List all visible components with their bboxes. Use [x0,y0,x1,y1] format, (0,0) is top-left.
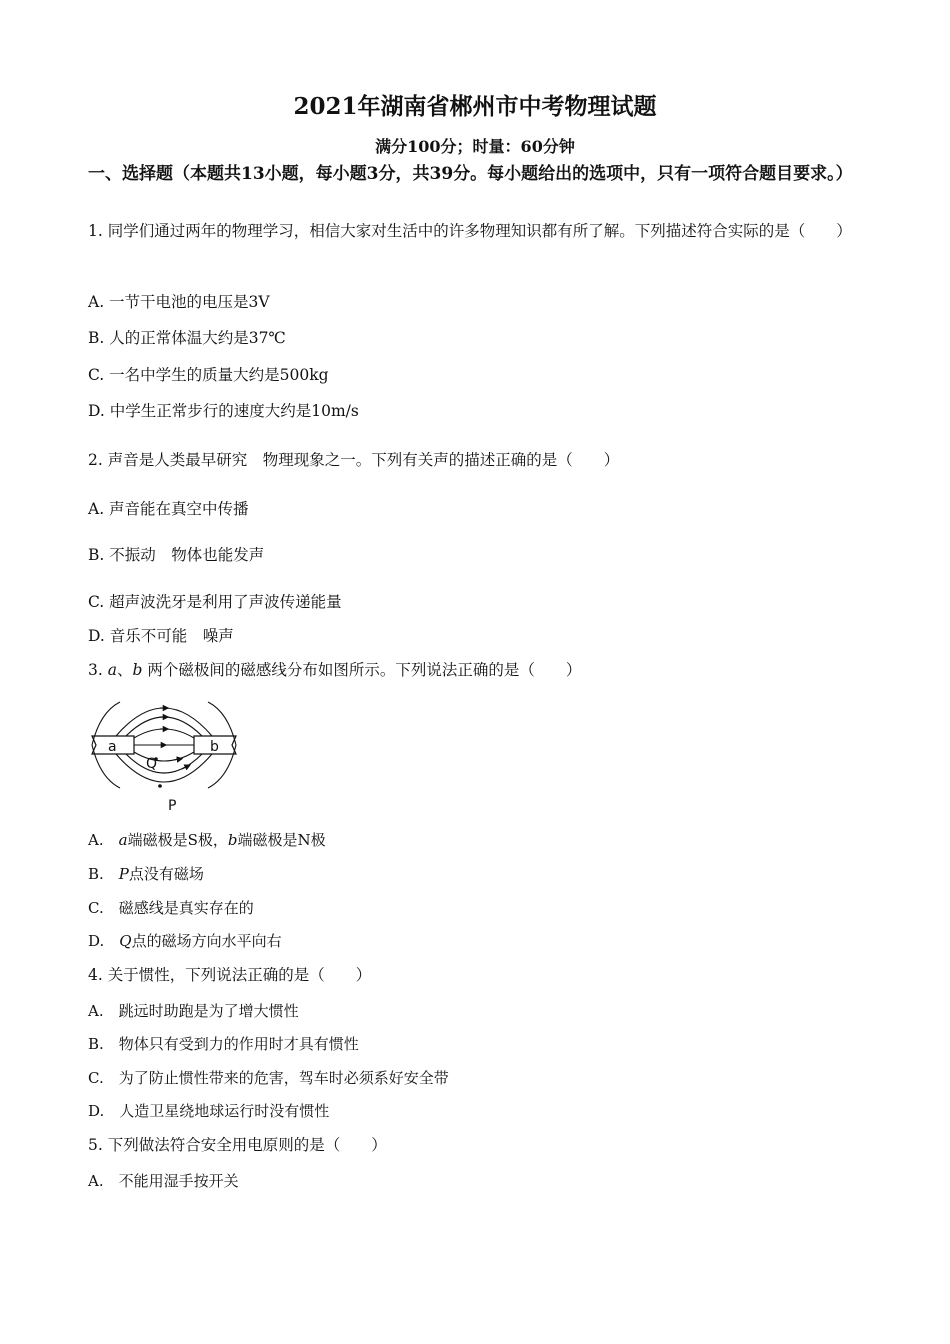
q2-option-b: B. 不振动 物体也能发声 [88,546,265,564]
q3-pole-b: b [132,661,143,679]
q3-option-d [88,930,282,952]
q4-option-b: B. 物体只有受到力的作用时才具有惯性 [88,1035,359,1053]
field-line-lower-1 [134,752,194,761]
q3-option-b-rest: 点没有磁场 [128,865,204,883]
magnetic-field-figure [86,688,246,818]
q3-option-b-point-p: P [118,865,129,883]
question-4-stem: 4. 关于惯性，下列说法正确的是（ ） [88,966,372,984]
q2-option-c: C. 超声波洗牙是利用了声波传递能量 [88,593,342,611]
q3-option-d-point-q: Q [119,932,132,950]
q3-option-a-pole-b: b [227,831,238,849]
exam-info: 满分100分；时量：60分钟 [375,137,575,156]
q3-option-a-rest: 端磁极是N极 [237,831,326,849]
q3-option-a-pole-a: a [118,831,128,849]
question-2-stem: 2. 声音是人类最早研究 物理现象之一。下列有关声的描述正确的是（ ） [88,451,620,469]
q3-option-d-rest: 点的磁场方向水平向右 [131,932,282,950]
q1-option-b: B. 人的正常体温大约是37℃ [88,329,286,347]
field-line-lower-2 [126,754,202,773]
page-title: 2021年湖南省郴州市中考物理试题 [293,93,657,120]
q3-option-b [88,863,204,885]
q1-option-c: C. 一名中学生的质量大约是500kg [88,366,329,384]
q3-option-b-prefix: B. [88,865,119,883]
section-heading: 一、选择题（本题共13小题，每小题3分，共39分。每小题给出的选项中，只有一项符合题目要求。） [88,164,853,184]
q3-separator: 、 [116,661,133,679]
q2-option-d: D. 音乐不可能 噪声 [88,627,234,645]
q4-option-c: C. 为了防止惯性带来的危害，驾车时必须系好安全带 [88,1069,449,1087]
q3-number: 3. [88,661,103,679]
q3-option-a-mid: 端磁极是S极， [127,831,228,849]
field-line-upper-1 [134,729,194,738]
q1-option-d: D. 中学生正常步行的速度大约是10m/s [88,402,359,420]
q3-pole-a: a [107,661,117,679]
q3-option-a-prefix: A. [88,831,119,849]
question-3-stem [88,659,581,681]
magnet-b-label: b [210,739,219,755]
point-q-label: Q [146,756,158,772]
q3-stem-text: 两个磁极间的磁感线分布如图所示。下列说法正确的是（ ） [147,661,582,679]
field-line-upper-2 [126,717,202,736]
q3-option-d-prefix: D. [88,932,120,950]
question-5-stem: 5. 下列做法符合安全用电原则的是（ ） [88,1136,387,1154]
point-p-label: P [168,798,177,814]
field-line-lower-arrow-1 [174,759,180,760]
q3-option-a [88,829,326,851]
question-1-stem: 1. 同学们通过两年的物理学习，相信大家对生活中的许多物理知识都有所了解。下列描述符合实际的是（ ） [88,222,852,240]
q2-option-a: A. 声音能在真空中传播 [88,500,249,518]
q1-option-a: A. 一节干电池的电压是3V [88,293,270,311]
q4-option-a: A. 跳远时助跑是为了增大惯性 [88,1002,299,1020]
q4-option-d: D. 人造卫星绕地球运行时没有惯性 [88,1102,330,1120]
point-p-dot [158,784,162,788]
q5-option-a: A. 不能用湿手按开关 [88,1172,239,1190]
magnet-a-label: a [108,739,117,755]
field-line-lower-arrow-2 [182,766,188,769]
q3-option-c: C. 磁感线是真实存在的 [88,899,254,917]
